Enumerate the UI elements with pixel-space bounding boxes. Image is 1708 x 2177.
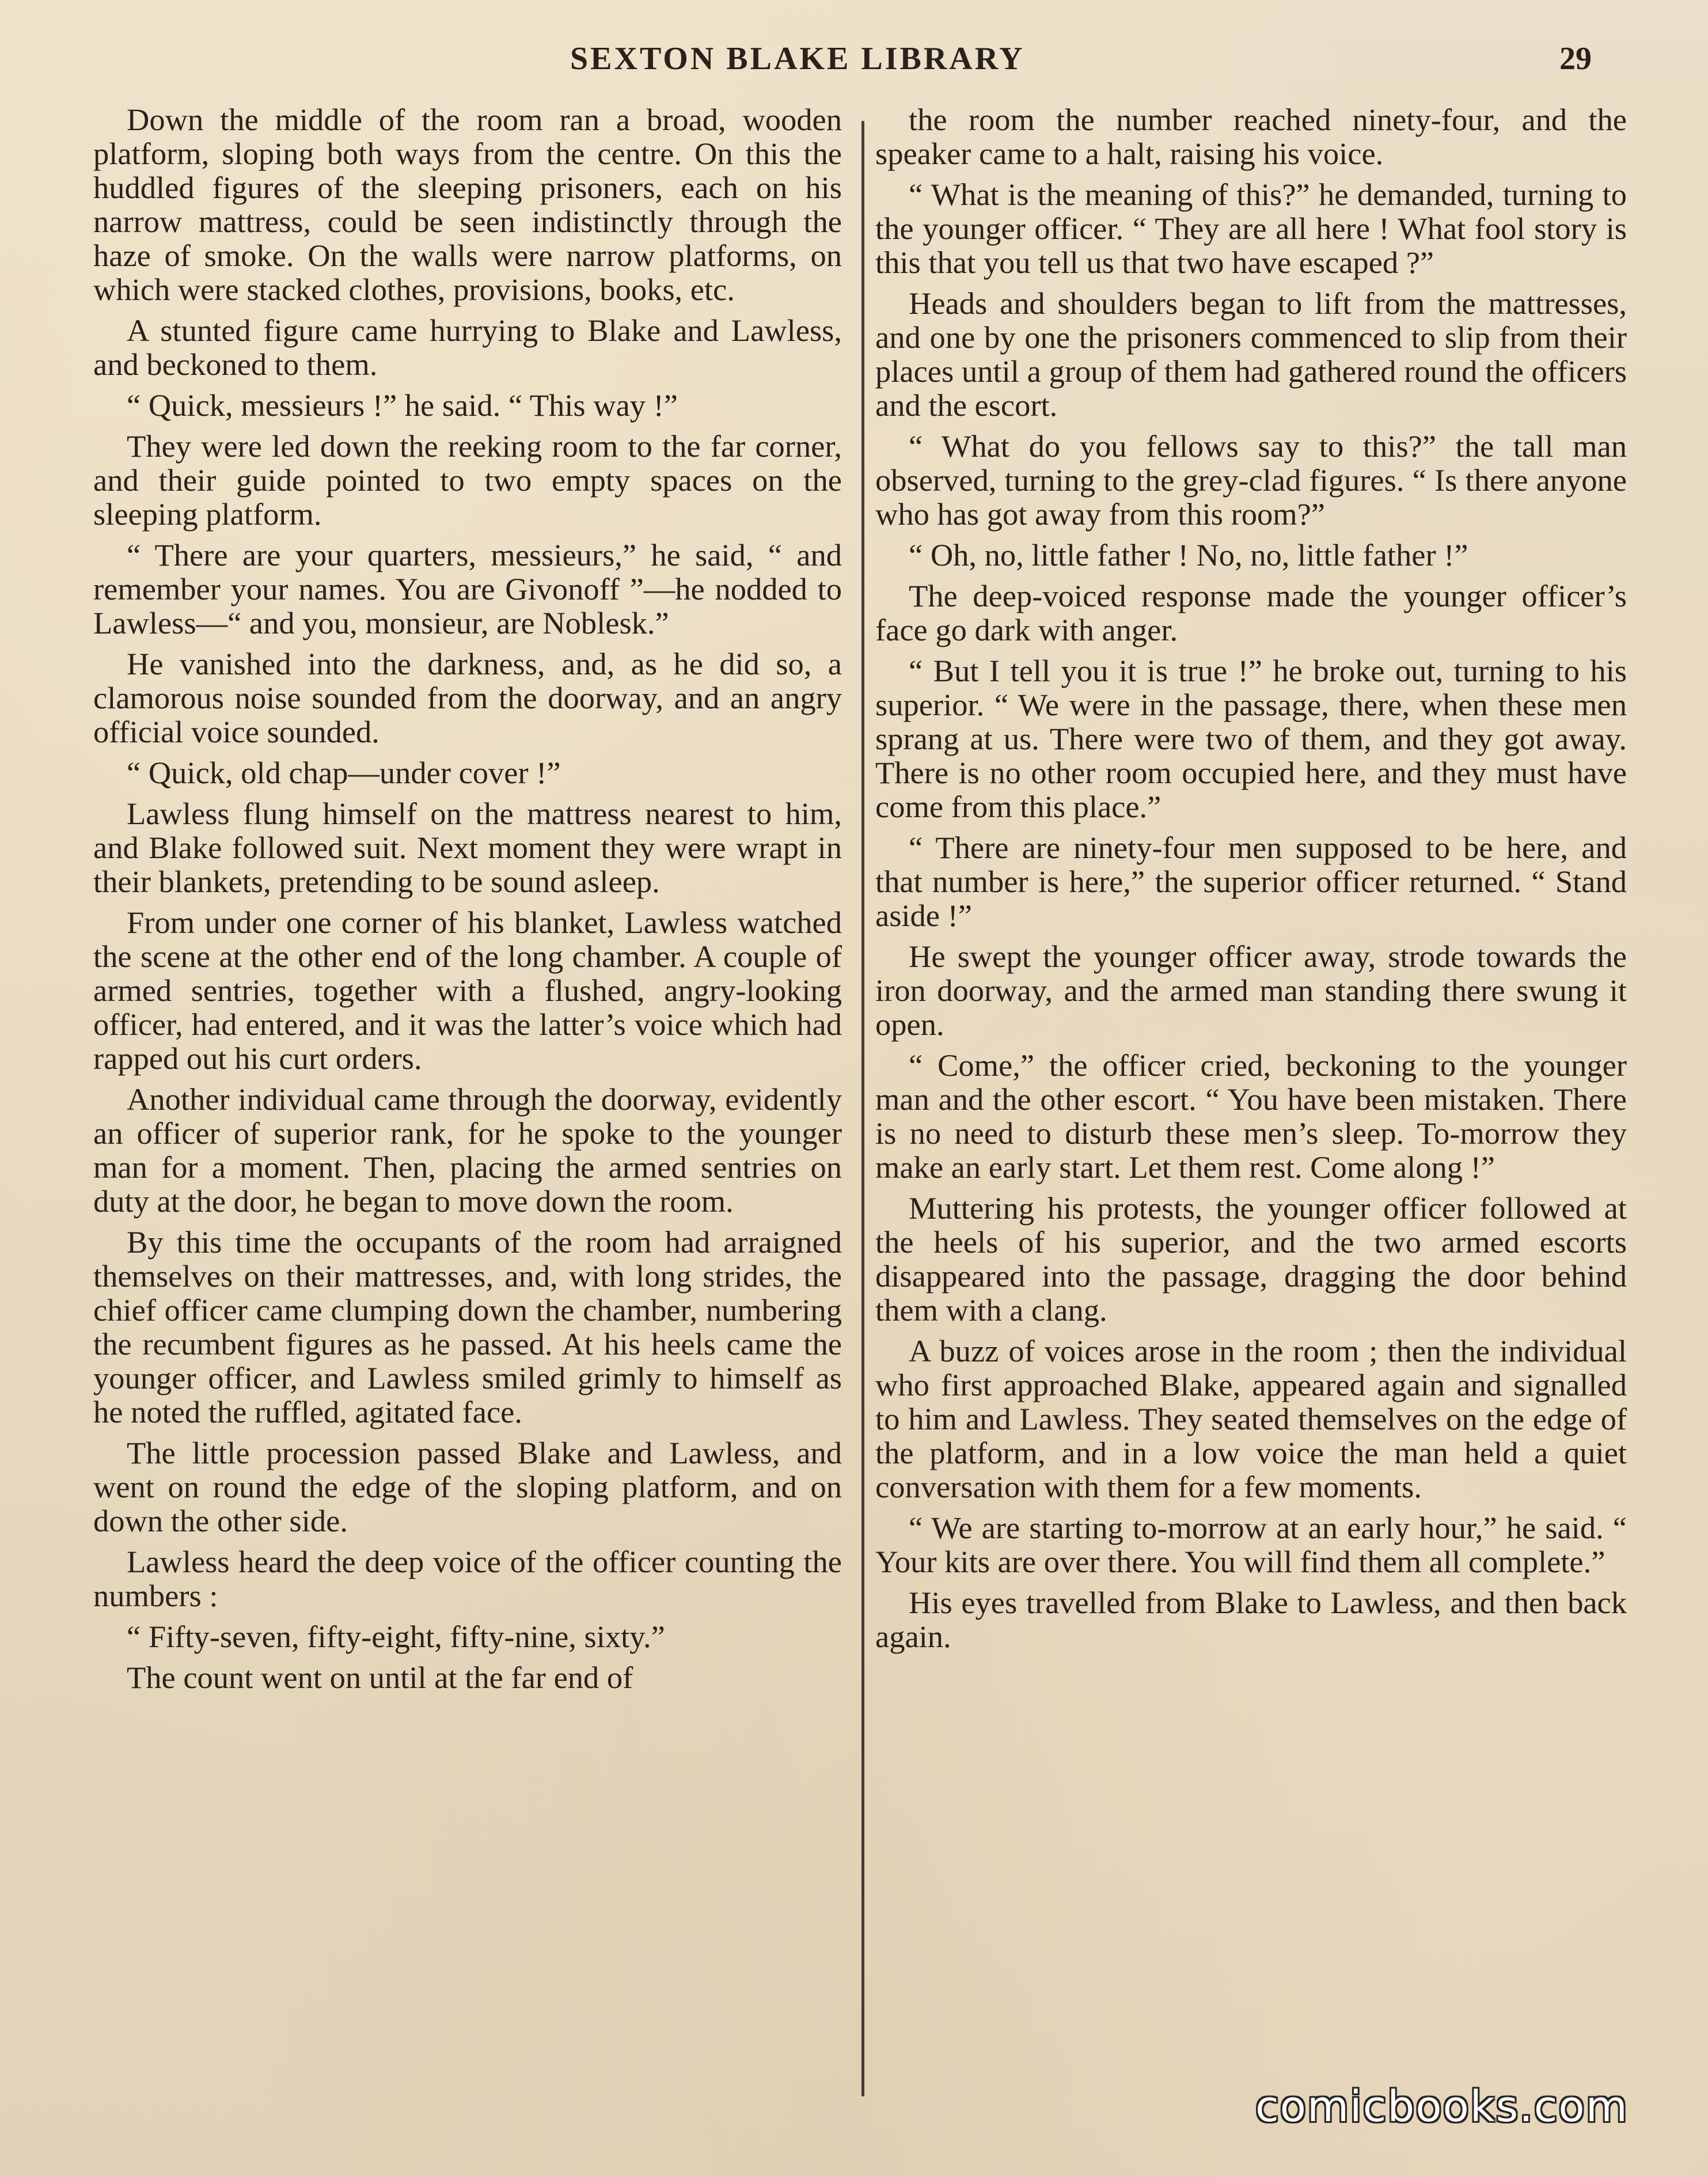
paragraph: The count went on until at the far end of [127, 1660, 633, 1695]
paragraph: Heads and shoulders began to lift from the mattresses, and one by one the prisoners commenced to slip from their places until a group of them had gathered round the officers and the escort. [875, 286, 1627, 423]
left-column [93, 103, 842, 1701]
right-column [875, 103, 1627, 1660]
page-number: 29 [1559, 41, 1592, 77]
paragraph: Lawless heard the deep voice of the officer counting the numbers : [93, 1544, 842, 1613]
paragraph: A buzz of voices arose in the room ; then the individual who first approached Blake, appeared again and signalled to him and Lawless. They seated themselves on the edge of the platform, and in a low voice the man held a quiet conversation with them for a few moments. [875, 1333, 1627, 1504]
paragraph: “ There are ninety-four men supposed to be here, and that number is here,” the superior officer returned. “ Stand aside !” [875, 830, 1627, 933]
paragraph: “ What do you fellows say to this?” the tall man observed, turning to the grey-clad figures. “ Is there anyone who has got away from this room?” [875, 428, 1627, 532]
paragraph: “ But I tell you it is true !” he broke out, turning to his superior. “ We were in the passage, there, when these men sprang at us. There were two of them, and they got away. There is no other room occupied here, and they must have come from this place.” [875, 653, 1627, 824]
paragraph: Muttering his protests, the younger officer followed at the heels of his superior, and the two armed escorts disappeared into the passage, dragging the door behind them with a clang. [875, 1190, 1627, 1328]
paragraph: He swept the younger officer away, strode towards the iron doorway, and the armed man standing there swung it open. [875, 939, 1627, 1042]
paragraph: They were led down the reeking room to the far corner, and their guide pointed to two empty spaces on the sleeping platform. [93, 428, 842, 532]
paragraph: The little procession passed Blake and Lawless, and went on round the edge of the sloping platform, and on down the other side. [93, 1435, 842, 1538]
column-divider [861, 121, 864, 2096]
paragraph: The deep-voiced response made the younger officer’s face go dark with anger. [875, 578, 1627, 647]
watermark: comicbooks.com [1255, 2082, 1629, 2132]
paragraph: From under one corner of his blanket, Lawless watched the scene at the other end of the long chamber. A couple of armed sentries, together with a flushed, angry-looking officer, had entered, and it was the latter’s voice which had rapped out his curt orders. [93, 905, 842, 1076]
paragraph: Another individual came through the doorway, evidently an officer of superior rank, for he spoke to the younger man for a moment. Then, placing the armed sentries on duty at the door, he began to move down the room. [93, 1082, 842, 1219]
paragraph: “ Quick, old chap—under cover !” [127, 755, 561, 790]
paragraph: Lawless flung himself on the mattress nearest to him, and Blake followed suit. Next moment they were wrapt in their blankets, pretending to be sound asleep. [93, 796, 842, 899]
page-header [0, 40, 1708, 86]
paragraph: He vanished into the darkness, and, as he did so, a clamorous noise sounded from the doorway, and an angry official voice sounded. [93, 646, 842, 749]
paragraph: “ We are starting to-morrow at an early hour,” he said. “ Your kits are over there. You will find them all complete.” [875, 1510, 1627, 1579]
paragraph: “ Fifty-seven, fifty-eight, fifty-nine, sixty.” [127, 1619, 665, 1654]
paragraph: “ Come,” the officer cried, beckoning to the younger man and the other escort. “ You have been mistaken. There is no need to disturb these men’s sleep. To-morrow they make an early start. Let them rest. Come along !” [875, 1048, 1627, 1185]
paragraph: By this time the occupants of the room had arraigned themselves on their mattresses, and, with long strides, the chief officer came clumping down the chamber, numbering the recumbent figures as he passed. At his heels came the younger officer, and Lawless smiled grimly to himself as he noted the ruffled, agitated face. [93, 1224, 842, 1429]
paragraph: “ There are your quarters, messieurs,” he said, “ and remember your names. You are Givonoff ”—he nodded to Lawless—“ and you, monsieur, are Noblesk.” [93, 537, 842, 640]
paragraph: “ Quick, messieurs !” he said. “ This way !” [127, 388, 678, 423]
paragraph: His eyes travelled from Blake to Lawless, and then back again. [875, 1585, 1627, 1654]
paragraph: “ What is the meaning of this?” he demanded, turning to the younger officer. “ They are all here ! What fool story is this that you tell us that two have escaped ?” [875, 177, 1627, 280]
paragraph: “ Oh, no, little father ! No, no, little father !” [909, 537, 1468, 572]
paragraph: the room the number reached ninety-four, and the speaker came to a halt, raising his voice. [875, 102, 1627, 171]
running-title: SEXTON BLAKE LIBRARY [570, 41, 1025, 77]
paragraph: Down the middle of the room ran a broad, wooden platform, sloping both ways from the centre. On this the huddled figures of the sleeping prisoners, each on his narrow mattress, could be seen indistinctly through the haze of smoke. On the walls were narrow platforms, on which were stacked clothes, provisions, books, etc. [93, 102, 842, 307]
paragraph: A stunted figure came hurrying to Blake and Lawless, and beckoned to them. [93, 313, 842, 382]
